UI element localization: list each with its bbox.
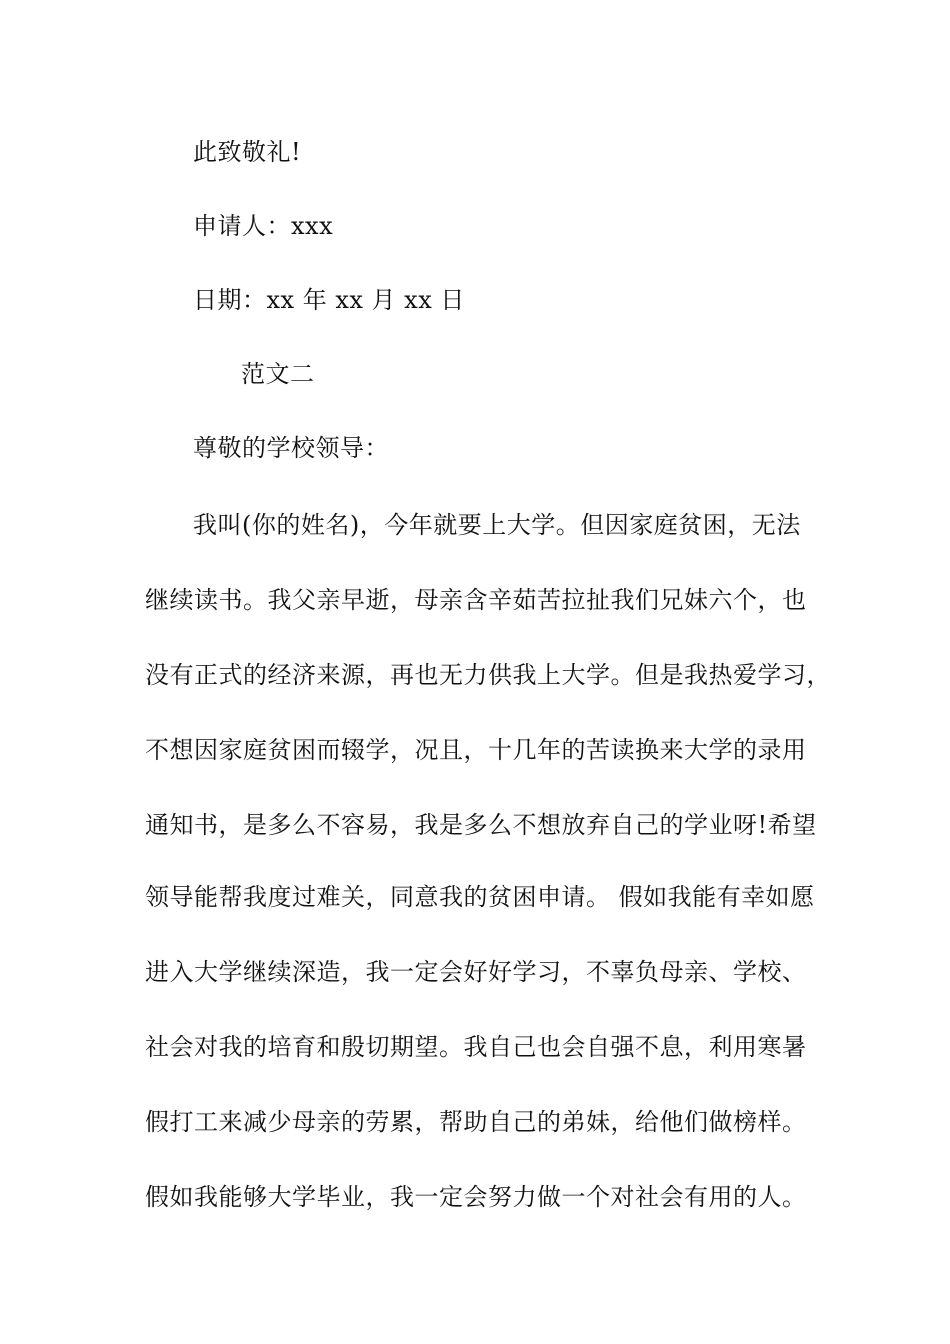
body-line: 社会对我的培育和殷切期望。我自己也会自强不息，利用寒暑 [145, 1033, 807, 1061]
date-line: 日期：xx 年 xx 月 xx 日 [193, 286, 465, 314]
letter-greeting: 尊敬的学校领导： [193, 434, 389, 462]
body-line: 不想因家庭贫困而辍学，况且，十几年的苦读换来大学的录用 [145, 736, 807, 764]
body-line: 假如我能够大学毕业，我一定会努力做一个对社会有用的人。 [145, 1183, 807, 1211]
body-line: 假打工来减少母亲的劳累，帮助自己的弟妹，给他们做榜样。 [145, 1108, 807, 1136]
closing-salutation: 此致敬礼! [193, 138, 302, 166]
body-line: 进入大学继续深造，我一定会好好学习，不辜负母亲、学校、 [145, 958, 807, 986]
body-line: 继续读书。我父亲早逝，母亲含辛茹苦拉扯我们兄妹六个，也 [145, 586, 807, 614]
body-line: 我叫(你的姓名)，今年就要上大学。但因家庭贫困，无法 [193, 511, 801, 539]
body-line: 没有正式的经济来源，再也无力供我上大学。但是我热爱学习， [145, 661, 831, 689]
body-line: 领导能帮我度过难关，同意我的贫困申请。 假如我能有幸如愿 [145, 883, 815, 911]
sample-heading: 范文二 [241, 360, 315, 388]
body-line: 通知书，是多么不容易，我是多么不想放弃自己的学业呀!希望 [145, 811, 817, 839]
applicant-line: 申请人：xxx [193, 212, 334, 240]
